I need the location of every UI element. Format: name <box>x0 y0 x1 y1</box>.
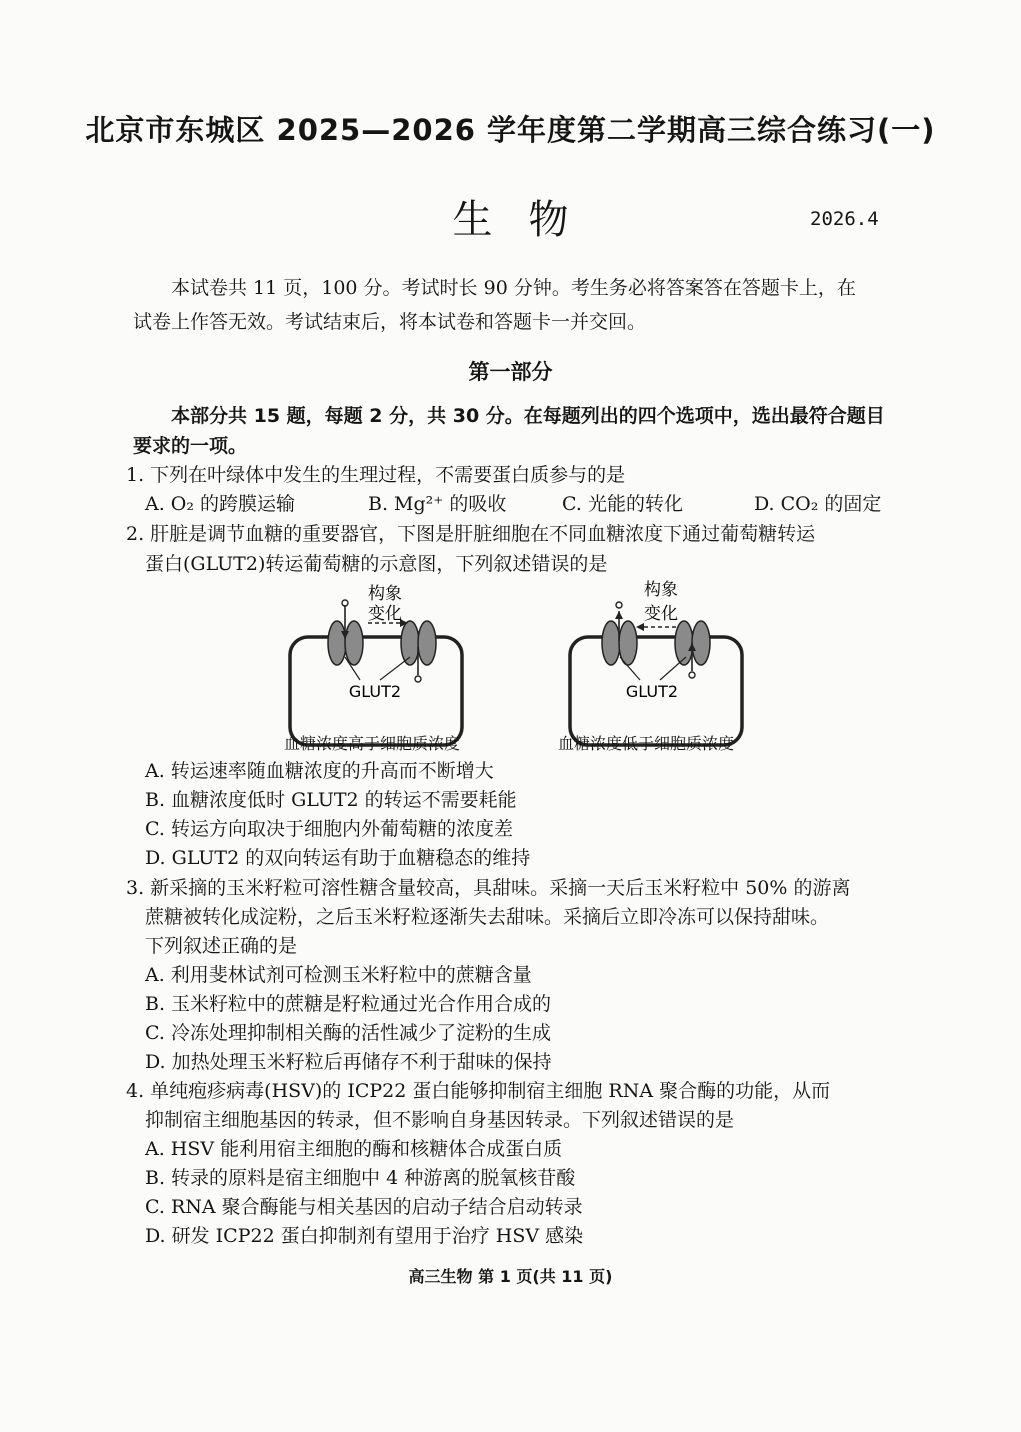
question-1-option-b: B. Mg²⁺ 的吸收 <box>368 493 507 515</box>
right-conformation-label-1: 构象 <box>644 580 678 600</box>
left-conformation-label-1: 构象 <box>368 584 402 604</box>
question-2-stem-line-1: 2. 肝脏是调节血糖的重要器官，下图是肝脏细胞在不同血糖浓度下通过葡萄糖转运 <box>126 523 816 545</box>
figure-caption-right: 血糖浓度低于细胞质浓度 <box>558 734 735 753</box>
exam-date: 2026.4 <box>810 208 879 230</box>
question-2-option-d: D. GLUT2 的双向转运有助于血糖稳态的维持 <box>145 847 531 869</box>
question-2-option-b: B. 血糖浓度低时 GLUT2 的转运不需要耗能 <box>145 789 517 811</box>
intro-line-1: 本试卷共 11 页，100 分。考试时长 90 分钟。考生务必将答案答在答题卡上，在 <box>171 277 856 299</box>
part-instruction-line-1: 本部分共 15 题，每题 2 分，共 30 分。在每题列出的四个选项中，选出最符合题目 <box>171 405 885 427</box>
question-3-stem-line-3: 下列叙述正确的是 <box>145 935 298 957</box>
question-4-option-d: D. 研发 ICP22 蛋白抑制剂有望用于治疗 HSV 感染 <box>145 1225 584 1247</box>
left-conformation-label-2: 变化 <box>368 604 402 624</box>
subject-title: 生物 <box>452 197 605 243</box>
question-3-stem-line-2: 蔗糖被转化成淀粉，之后玉米籽粒逐渐失去甜味。采摘后立即冷冻可以保持甜味。 <box>145 906 830 928</box>
question-3-stem-line-1: 3. 新采摘的玉米籽粒可溶性糖含量较高，具甜味。采摘一天后玉米籽粒中 50% 的游离 <box>126 877 851 899</box>
exam-title: 北京市东城区 2025—2026 学年度第二学期高三综合练习(一) <box>85 113 936 147</box>
question-4-option-c: C. RNA 聚合酶能与相关基因的启动子结合启动转录 <box>145 1196 583 1218</box>
right-glut2-label: GLUT2 <box>625 682 679 701</box>
question-1-option-d: D. CO₂ 的固定 <box>754 493 882 515</box>
intro-line-2: 试卷上作答无效。考试结束后，将本试卷和答题卡一并交回。 <box>133 311 647 333</box>
question-3-option-b: B. 玉米籽粒中的蔗糖是籽粒通过光合作用合成的 <box>145 993 552 1015</box>
question-4-stem-line-2: 抑制宿主细胞基因的转录，但不影响自身基因转录。下列叙述错误的是 <box>145 1109 735 1131</box>
question-1-option-c: C. 光能的转化 <box>562 493 683 515</box>
right-conformation-label-2: 变化 <box>644 604 678 624</box>
question-1-stem: 1. 下列在叶绿体中发生的生理过程，不需要蛋白质参与的是 <box>126 464 626 486</box>
question-2-option-a: A. 转运速率随血糖浓度的升高而不断增大 <box>145 760 494 782</box>
question-3-option-c: C. 冷冻处理抑制相关酶的活性减少了淀粉的生成 <box>145 1022 551 1044</box>
left-glut2-label: GLUT2 <box>348 682 402 701</box>
question-2-stem-line-2: 蛋白(GLUT2)转运葡萄糖的示意图，下列叙述错误的是 <box>145 553 608 575</box>
question-4-stem-line-1: 4. 单纯疱疹病毒(HSV)的 ICP22 蛋白能够抑制宿主细胞 RNA 聚合酶的功能，从而 <box>126 1080 831 1102</box>
part-title: 第一部分 <box>468 360 553 384</box>
part-instruction-line-2: 要求的一项。 <box>133 435 248 457</box>
question-4-option-b: B. 转录的原料是宿主细胞中 4 种游离的脱氧核苷酸 <box>145 1167 576 1189</box>
glut2-diagram <box>0 575 1021 775</box>
question-3-option-d: D. 加热处理玉米籽粒后再储存不利于甜味的保持 <box>145 1051 552 1073</box>
figure-caption-left: 血糖浓度高于细胞质浓度 <box>284 734 461 753</box>
question-3-option-a: A. 利用斐林试剂可检测玉米籽粒中的蔗糖含量 <box>145 964 532 986</box>
question-1-option-a: A. O₂ 的跨膜运输 <box>145 493 296 515</box>
question-4-option-a: A. HSV 能利用宿主细胞的酶和核糖体合成蛋白质 <box>145 1138 563 1160</box>
question-2-option-c: C. 转运方向取决于细胞内外葡萄糖的浓度差 <box>145 818 513 840</box>
page-footer: 高三生物 第 1 页(共 11 页) <box>408 1267 613 1286</box>
